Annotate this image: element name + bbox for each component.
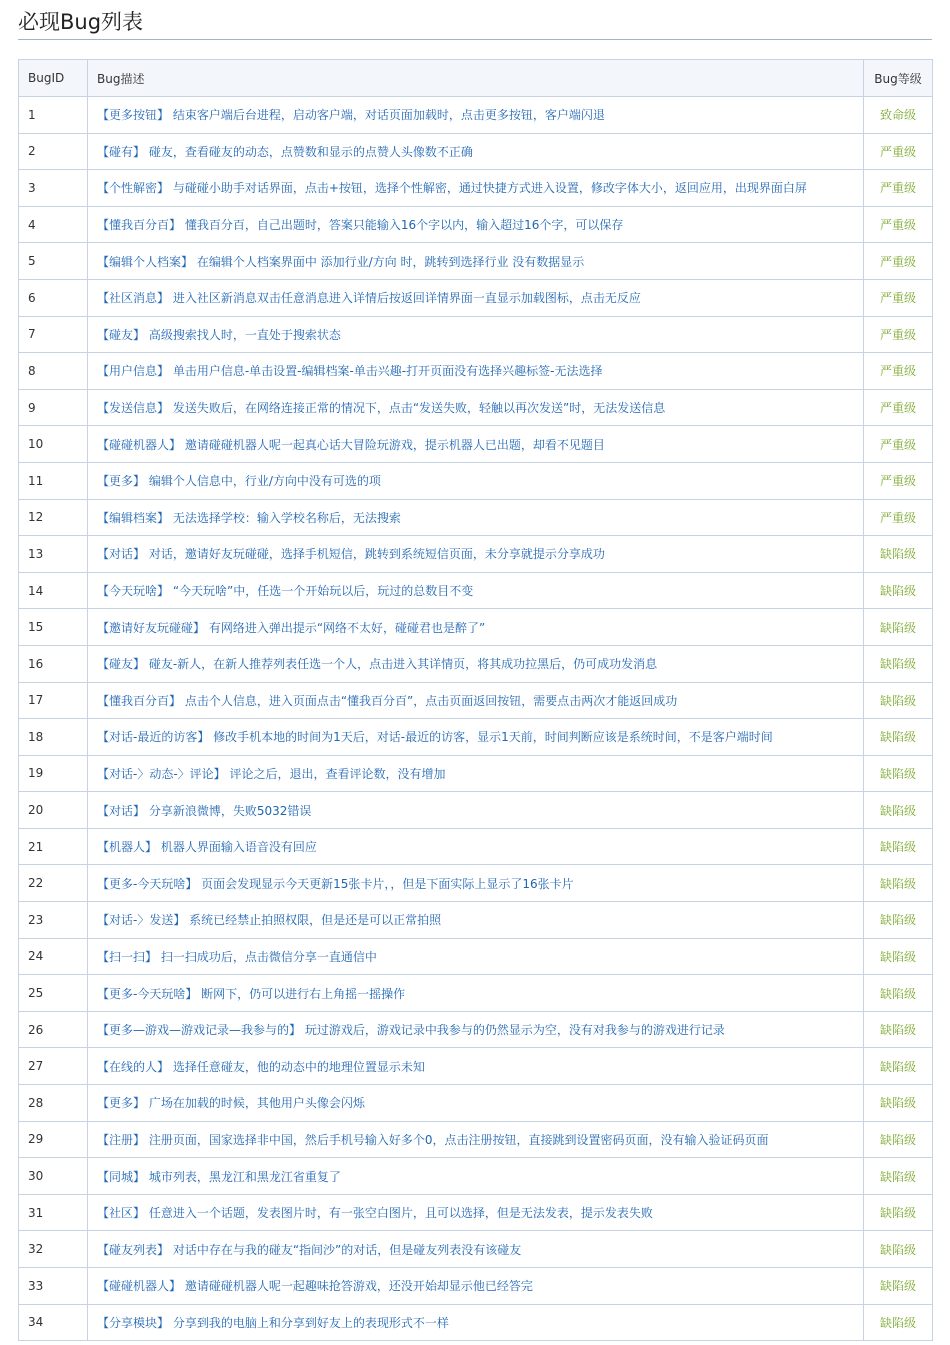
bug-level-cell: 缺陷级 [864, 1304, 933, 1341]
bug-level-cell: 缺陷级 [864, 1231, 933, 1268]
bug-level-cell: 缺陷级 [864, 1194, 933, 1231]
bug-desc-cell: 【碰碰机器人】 邀请碰碰机器人呢一起真心话大冒险玩游戏，提示机器人已出题，却看不见题目 [88, 426, 864, 463]
table-row [19, 133, 933, 170]
column-header-id: BugID [19, 60, 88, 97]
table-row [19, 499, 933, 536]
table-row [19, 828, 933, 865]
bug-desc-cell: 【编辑档案】 无法选择学校：输入学校名称后，无法搜索 [88, 499, 864, 536]
bug-id-cell: 5 [19, 243, 88, 280]
bug-desc-cell: 【碰友】 碰友-新人，在新人推荐列表任选一个人，点击进入其详情页，将其成功拉黑后，仍可成功发消息 [88, 645, 864, 682]
bug-level-cell: 缺陷级 [864, 1121, 933, 1158]
bug-id-cell: 4 [19, 206, 88, 243]
table-row [19, 462, 933, 499]
bug-level-cell: 严重级 [864, 426, 933, 463]
bug-desc-cell: 【更多—游戏—游戏记录—我参与的】 玩过游戏后，游戏记录中我参与的仍然显示为空，没有对我参与的游戏进行记录 [88, 1011, 864, 1048]
bug-level-cell: 缺陷级 [864, 1268, 933, 1305]
table-row [19, 1085, 933, 1122]
table-row [19, 170, 933, 207]
bug-id-cell: 13 [19, 536, 88, 573]
bug-desc-cell: 【碰有】 碰友，查看碰友的动态，点赞数和显示的点赞人头像数不正确 [88, 133, 864, 170]
bug-desc-cell: 【用户信息】 单击用户信息-单击设置-编辑档案-单击兴趣-打开页面没有选择兴趣标签-无法选择 [88, 353, 864, 390]
bug-desc-cell: 【今天玩啥】 “今天玩啥”中，任选一个开始玩以后，玩过的总数目不变 [88, 572, 864, 609]
bug-desc-cell: 【注册】 注册页面，国家选择非中国，然后手机号输入好多个0，点击注册按钮，直接跳到设置密码页面，没有输入验证码页面 [88, 1121, 864, 1158]
bug-desc-cell: 【编辑个人档案】 在编辑个人档案界面中 添加行业/方向 时，跳转到选择行业 没有数据显示 [88, 243, 864, 280]
table-row [19, 1304, 933, 1341]
bug-level-cell: 严重级 [864, 462, 933, 499]
table-row [19, 97, 933, 134]
table-row [19, 1194, 933, 1231]
bug-desc-cell: 【发送信息】 发送失败后，在网络连接正常的情况下，点击“发送失败，轻触以再次发送”时，无法发送信息 [88, 389, 864, 426]
bug-level-cell: 严重级 [864, 206, 933, 243]
table-row [19, 1158, 933, 1195]
bug-desc-cell: 【在线的人】 选择任意碰友，他的动态中的地理位置显示未知 [88, 1048, 864, 1085]
bug-id-cell: 27 [19, 1048, 88, 1085]
table-row [19, 682, 933, 719]
table-row [19, 536, 933, 573]
bug-desc-cell: 【社区消息】 进入社区新消息双击任意消息进入详情后按返回详情界面一直显示加载图标，点击无反应 [88, 279, 864, 316]
bug-level-cell: 缺陷级 [864, 1158, 933, 1195]
bug-level-cell: 严重级 [864, 316, 933, 353]
bug-id-cell: 19 [19, 755, 88, 792]
bug-rows [19, 97, 933, 1341]
bug-id-cell: 31 [19, 1194, 88, 1231]
bug-id-cell: 20 [19, 792, 88, 829]
bug-level-cell: 严重级 [864, 353, 933, 390]
bug-id-cell: 3 [19, 170, 88, 207]
bug-desc-cell: 【扫一扫】 扫一扫成功后，点击微信分享一直通信中 [88, 938, 864, 975]
bug-id-cell: 7 [19, 316, 88, 353]
column-header-desc: Bug描述 [88, 60, 864, 97]
table-row [19, 1268, 933, 1305]
bug-level-cell: 缺陷级 [864, 865, 933, 902]
table-row [19, 426, 933, 463]
bug-id-cell: 29 [19, 1121, 88, 1158]
bug-id-cell: 24 [19, 938, 88, 975]
bug-desc-cell: 【更多-今天玩啥】 断网下，仍可以进行右上角摇一摇操作 [88, 975, 864, 1012]
bug-desc-cell: 【邀请好友玩碰碰】 有网络进入弹出提示“网络不太好，碰碰君也是醉了” [88, 609, 864, 646]
bug-desc-cell: 【对话】 分享新浪微博，失败5032错误 [88, 792, 864, 829]
table-row [19, 206, 933, 243]
bug-level-cell: 缺陷级 [864, 572, 933, 609]
table-row [19, 279, 933, 316]
bug-desc-cell: 【同城】 城市列表，黑龙江和黑龙江省重复了 [88, 1158, 864, 1195]
bug-id-cell: 15 [19, 609, 88, 646]
bug-desc-cell: 【个性解密】 与碰碰小助手对话界面，点击+按钮，选择个性解密，通过快捷方式进入设置，修改字体大小，返回应用，出现界面白屏 [88, 170, 864, 207]
bug-id-cell: 28 [19, 1085, 88, 1122]
bug-level-cell: 严重级 [864, 499, 933, 536]
bug-level-cell: 严重级 [864, 133, 933, 170]
table-row [19, 1011, 933, 1048]
table-row [19, 1121, 933, 1158]
bug-id-cell: 18 [19, 719, 88, 756]
bug-id-cell: 25 [19, 975, 88, 1012]
bug-level-cell: 严重级 [864, 279, 933, 316]
bug-id-cell: 22 [19, 865, 88, 902]
bug-id-cell: 34 [19, 1304, 88, 1341]
table-row [19, 353, 933, 390]
bug-desc-cell: 【更多】 广场在加载的时候，其他用户头像会闪烁 [88, 1085, 864, 1122]
bug-id-cell: 16 [19, 645, 88, 682]
bug-level-cell: 严重级 [864, 170, 933, 207]
bug-id-cell: 21 [19, 828, 88, 865]
bug-level-cell: 缺陷级 [864, 609, 933, 646]
bug-id-cell: 17 [19, 682, 88, 719]
bug-level-cell: 缺陷级 [864, 536, 933, 573]
bug-level-cell: 缺陷级 [864, 1085, 933, 1122]
bug-id-cell: 23 [19, 902, 88, 939]
table-row [19, 1048, 933, 1085]
bug-id-cell: 33 [19, 1268, 88, 1305]
title-divider [18, 39, 932, 40]
bug-level-cell: 严重级 [864, 243, 933, 280]
bug-desc-cell: 【碰友】 高级搜索找人时，一直处于搜索状态 [88, 316, 864, 353]
bug-id-cell: 1 [19, 97, 88, 134]
bug-level-cell: 缺陷级 [864, 1048, 933, 1085]
bug-desc-cell: 【对话-〉动态-〉评论】 评论之后，退出，查看评论数，没有增加 [88, 755, 864, 792]
bug-level-cell: 严重级 [864, 389, 933, 426]
bug-desc-cell: 【碰碰机器人】 邀请碰碰机器人呢一起趣味抢答游戏，还没开始却显示他已经答完 [88, 1268, 864, 1305]
bug-level-cell: 致命级 [864, 97, 933, 134]
bug-desc-cell: 【对话-〉发送】 系统已经禁止拍照权限，但是还是可以正常拍照 [88, 902, 864, 939]
bug-desc-cell: 【机器人】 机器人界面输入语音没有回应 [88, 828, 864, 865]
bug-level-cell: 缺陷级 [864, 792, 933, 829]
table-row [19, 316, 933, 353]
bug-id-cell: 12 [19, 499, 88, 536]
table-row [19, 755, 933, 792]
bug-level-cell: 缺陷级 [864, 902, 933, 939]
bug-table [18, 59, 933, 1341]
bug-id-cell: 30 [19, 1158, 88, 1195]
column-header-level: Bug等级 [864, 60, 933, 97]
bug-desc-cell: 【更多-今天玩啥】 页面会发现显示今天更新15张卡片，，但是下面实际上显示了16张卡片 [88, 865, 864, 902]
table-row [19, 938, 933, 975]
bug-level-cell: 缺陷级 [864, 1011, 933, 1048]
bug-desc-cell: 【碰友列表】 对话中存在与我的碰友“指间沙”的对话，但是碰友列表没有该碰友 [88, 1231, 864, 1268]
page-title: 必现Bug列表 [18, 10, 144, 34]
bug-id-cell: 26 [19, 1011, 88, 1048]
bug-level-cell: 缺陷级 [864, 828, 933, 865]
table-row [19, 572, 933, 609]
table-row [19, 389, 933, 426]
bug-id-cell: 6 [19, 279, 88, 316]
table-row [19, 865, 933, 902]
bug-id-cell: 9 [19, 389, 88, 426]
table-header-row [19, 60, 933, 97]
table-row [19, 975, 933, 1012]
table-row [19, 243, 933, 280]
bug-desc-cell: 【懂我百分百】 懂我百分百，自己出题时，答案只能输入16个字以内，输入超过16个字，可以保存 [88, 206, 864, 243]
bug-level-cell: 缺陷级 [864, 682, 933, 719]
bug-desc-cell: 【分享模块】 分享到我的电脑上和分享到好友上的表现形式不一样 [88, 1304, 864, 1341]
table-row [19, 1231, 933, 1268]
bug-desc-cell: 【对话】 对话，邀请好友玩碰碰，选择手机短信，跳转到系统短信页面，未分享就提示分享成功 [88, 536, 864, 573]
bug-id-cell: 8 [19, 353, 88, 390]
bug-level-cell: 缺陷级 [864, 645, 933, 682]
bug-desc-cell: 【社区】 任意进入一个话题，发表图片时，有一张空白图片，且可以选择，但是无法发表，提示发表失败 [88, 1194, 864, 1231]
bug-id-cell: 32 [19, 1231, 88, 1268]
bug-level-cell: 缺陷级 [864, 975, 933, 1012]
bug-desc-cell: 【更多】 编辑个人信息中，行业/方向中没有可选的项 [88, 462, 864, 499]
bug-id-cell: 11 [19, 462, 88, 499]
table-row [19, 645, 933, 682]
bug-id-cell: 2 [19, 133, 88, 170]
bug-level-cell: 缺陷级 [864, 719, 933, 756]
table-row [19, 902, 933, 939]
bug-level-cell: 缺陷级 [864, 755, 933, 792]
table-row [19, 792, 933, 829]
bug-id-cell: 14 [19, 572, 88, 609]
bug-desc-cell: 【对话-最近的访客】 修改手机本地的时间为1天后，对话-最近的访客，显示1天前，时间判断应该是系统时间，不是客户端时间 [88, 719, 864, 756]
table-row [19, 719, 933, 756]
table-row [19, 609, 933, 646]
bug-desc-cell: 【更多按钮】 结束客户端后台进程，启动客户端，对话页面加载时，点击更多按钮，客户端闪退 [88, 97, 864, 134]
bug-id-cell: 10 [19, 426, 88, 463]
bug-desc-cell: 【懂我百分百】 点击个人信息，进入页面点击“懂我百分百”，点击页面返回按钮，需要点击两次才能返回成功 [88, 682, 864, 719]
bug-level-cell: 缺陷级 [864, 938, 933, 975]
